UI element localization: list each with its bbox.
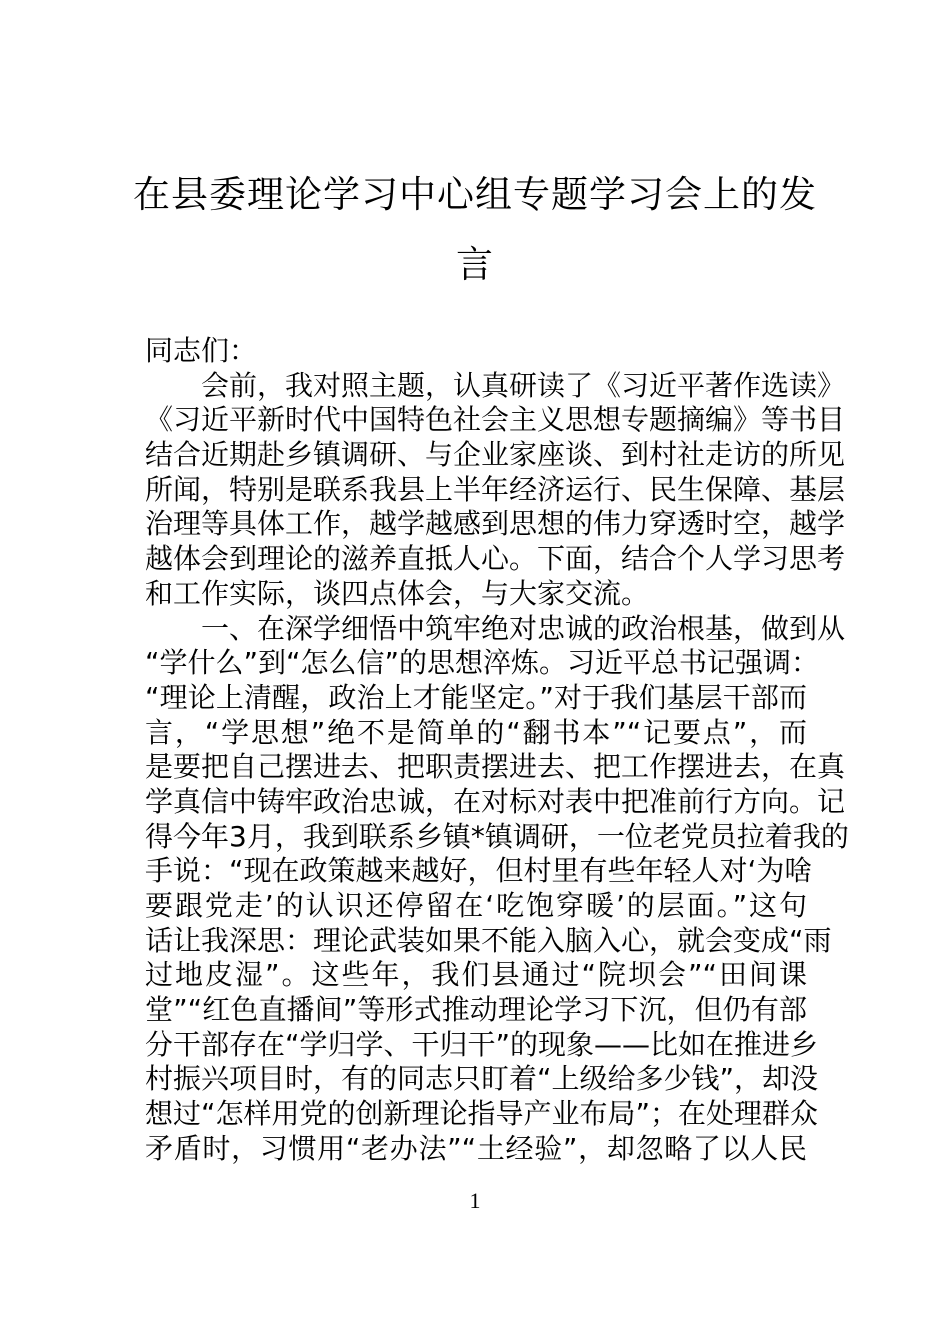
body-text-line: 所闻，特别是联系我县上半年经济运行、民生保障、基层 — [145, 472, 846, 506]
document-title-line-1: 在县委理论学习中心组专题学习会上的发 — [133, 173, 817, 216]
page-number: 1 — [469, 1188, 481, 1213]
body-text-line: 矛盾时，习惯用“老办法”“土经验”，却忽略了以人民 — [145, 1131, 807, 1165]
body-text-line: 手说：“现在政策越来越好，但村里有些年轻人对‘为啥 — [145, 854, 813, 888]
body-text-line: 分干部存在“学归学、干归干”的现象——比如在推进乡 — [145, 1027, 819, 1061]
body-text-line: 越体会到理论的滋养直抵人心。下面，结合个人学习思考 — [145, 542, 846, 576]
body-text-line: 《习近平新时代中国特色社会主义思想专题摘编》等书目 — [145, 403, 846, 437]
body-text-line: 是要把自己摆进去、把职责摆进去、把工作摆进去，在真 — [145, 750, 846, 784]
body-text-line: 结合近期赴乡镇调研、与企业家座谈、到村社走访的所见 — [145, 438, 846, 472]
document-title-line-2: 言 — [456, 243, 494, 286]
body-text-line: “理论上清醒，政治上才能坚定。”对于我们基层干部而 — [145, 680, 807, 714]
body-text-line: 要跟党走’的认识还停留在‘吃饱穿暖’的层面。”这句 — [145, 889, 807, 922]
body-text-line: 学真信中铸牢政治忠诚，在对标对表中把准前行方向。记 — [145, 784, 846, 818]
body-text-line: 得今年3月，我到联系乡镇*镇调研，一位老党员拉着我的 — [145, 819, 849, 853]
document-body — [145, 334, 849, 1167]
body-text-line: 言，“学思想”绝不是简单的“翻书本”“记要点”，而 — [145, 715, 807, 749]
body-text-line: 堂”“红色直播间”等形式推动理论学习下沉，但仍有部 — [145, 993, 807, 1027]
body-text-line: 治理等具体工作，越学越感到思想的伟力穿透时空，越学 — [145, 507, 846, 541]
body-text-line: 一、在深学细悟中筑牢绝对忠诚的政治根基，做到从 — [201, 611, 846, 645]
body-text-line: 想过“怎样用党的创新理论指导产业布局”；在处理群众 — [145, 1097, 819, 1131]
body-text-line: 村振兴项目时，有的同志只盯着“上级给多少钱”，却没 — [145, 1062, 819, 1096]
body-text-line: 会前，我对照主题，认真研读了《习近平著作选读》 — [201, 368, 846, 402]
body-text-line: 同志们： — [145, 334, 258, 367]
body-text-line: 话让我深思：理论武装如果不能入脑入心，就会变成“雨 — [145, 923, 832, 957]
body-text-line: “学什么”到“怎么信”的思想淬炼。习近平总书记强调： — [145, 646, 820, 680]
body-text-line: 过地皮湿”。这些年，我们县通过“院坝会”“田间课 — [145, 958, 807, 992]
body-text-line: 和工作实际，谈四点体会，与大家交流。 — [145, 576, 650, 610]
